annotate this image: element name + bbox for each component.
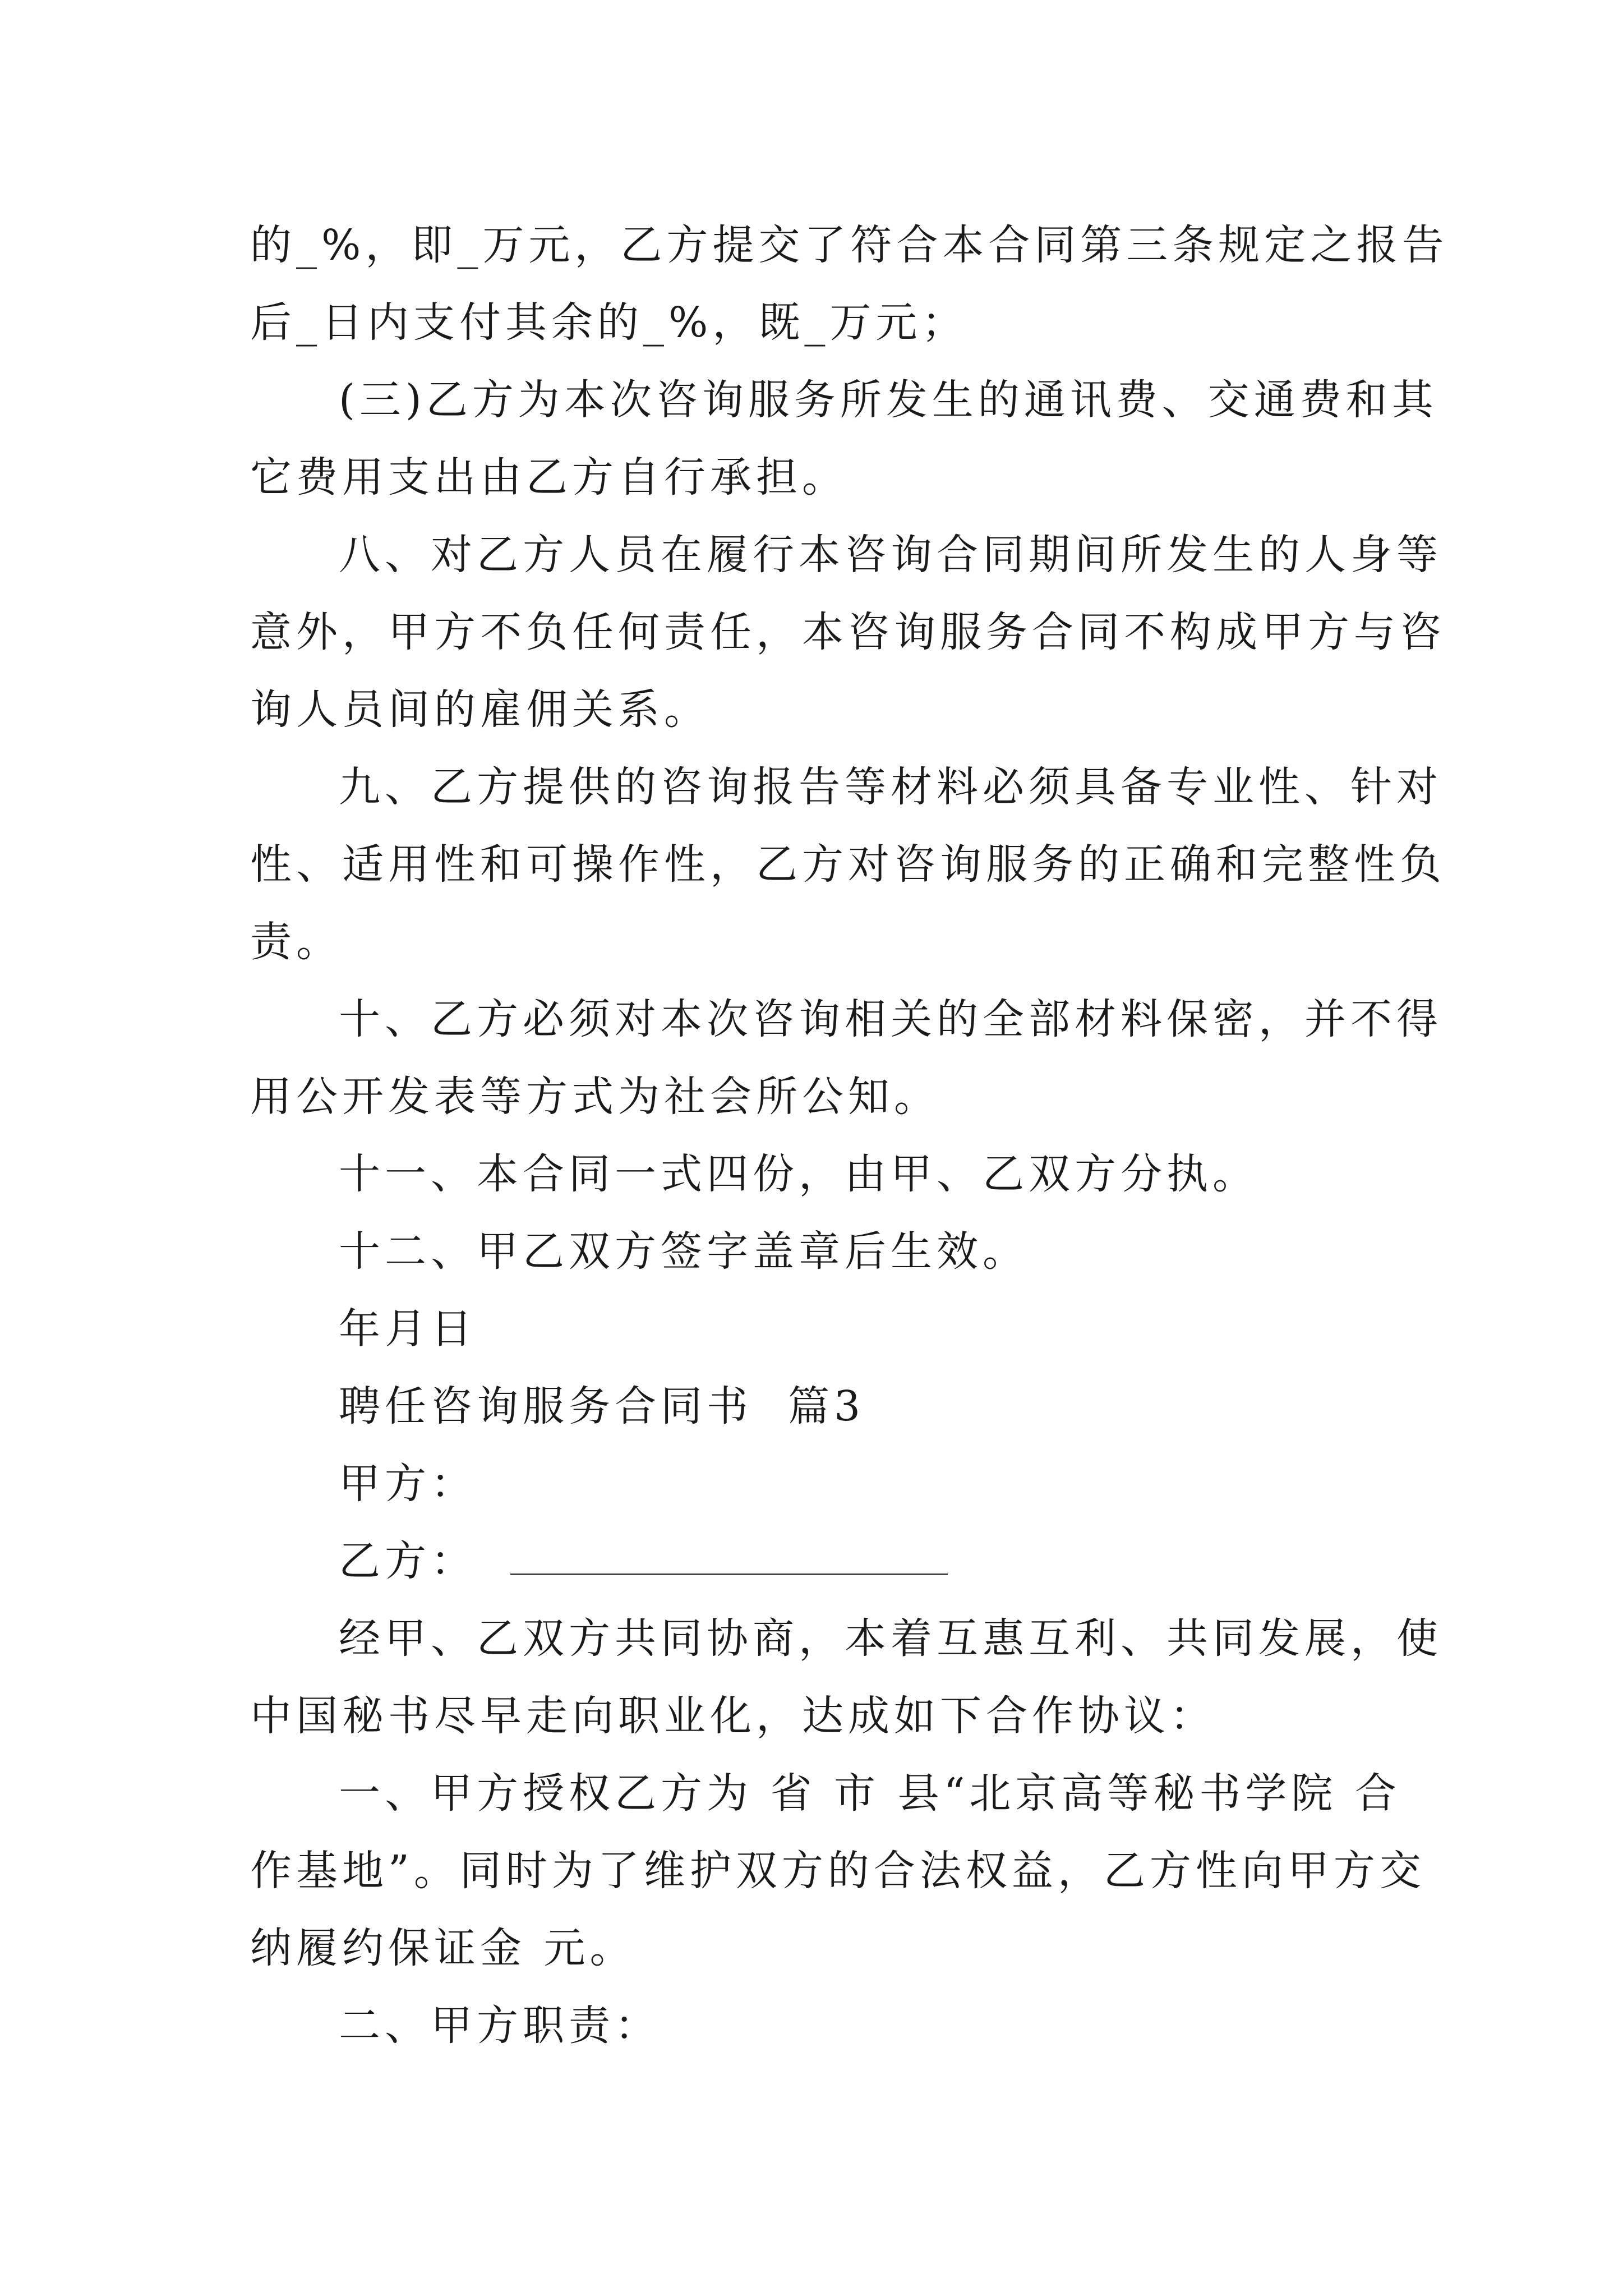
text-line: 十二、甲乙双方签字盖章后生效。 bbox=[339, 1227, 1029, 1276]
text-line: 年月日 bbox=[339, 1305, 477, 1353]
text-line: 纳履约保证金 元。 bbox=[250, 1924, 636, 1972]
signature-blank bbox=[510, 1571, 948, 1575]
text-line: (三)乙方为本次咨询服务所发生的通讯费、交通费和其 bbox=[339, 376, 1438, 424]
text-line: 性、适用性和可操作性，乙方对咨询服务的正确和完整性负 bbox=[250, 840, 1446, 889]
text-line: 中国秘书尽早走向职业化，达成如下合作协议： bbox=[250, 1692, 1216, 1740]
text-line: 用公开发表等方式为社会所公知。 bbox=[250, 1073, 940, 1121]
text-line: 责。 bbox=[250, 918, 342, 966]
text-line: 后_日内支付其余的_%，既_万元； bbox=[250, 298, 968, 347]
party-b-label: 乙方： bbox=[339, 1537, 477, 1585]
text-line: 它费用支出由乙方自行承担。 bbox=[250, 453, 848, 501]
text-line: 九、乙方提供的咨询报告等材料必须具备专业性、针对 bbox=[339, 763, 1442, 811]
text-line: 二、甲方职责： bbox=[339, 2001, 661, 2050]
text-line: 八、对乙方人员在履行本咨询合同期间所发生的人身等 bbox=[339, 531, 1442, 579]
party-b-line bbox=[339, 1536, 948, 1586]
text-line: 十、乙方必须对本次咨询相关的全部材料保密，并不得 bbox=[339, 995, 1442, 1043]
text-line: 意外，甲方不负任何责任，本咨询服务合同不构成甲方与咨 bbox=[250, 608, 1446, 656]
section-title: 聘任咨询服务合同书 篇3 bbox=[339, 1382, 865, 1430]
text-line: 一、甲方授权乙方为 省 市 县“北京高等秘书学院 合 bbox=[339, 1769, 1401, 1818]
text-line: 的_%，即_万元，乙方提交了符合本合同第三条规定之报告 bbox=[250, 221, 1449, 269]
text-line: 经甲、乙双方共同协商，本着互惠互利、共同发展，使 bbox=[339, 1614, 1442, 1663]
text-line: 询人员间的雇佣关系。 bbox=[250, 685, 710, 734]
text-line: 十一、本合同一式四份，由甲、乙双方分执。 bbox=[339, 1150, 1258, 1198]
party-a-line: 甲方： bbox=[339, 1460, 477, 1508]
text-line: 作基地”。同时为了维护双方的合法权益，乙方性向甲方交 bbox=[250, 1847, 1426, 1895]
